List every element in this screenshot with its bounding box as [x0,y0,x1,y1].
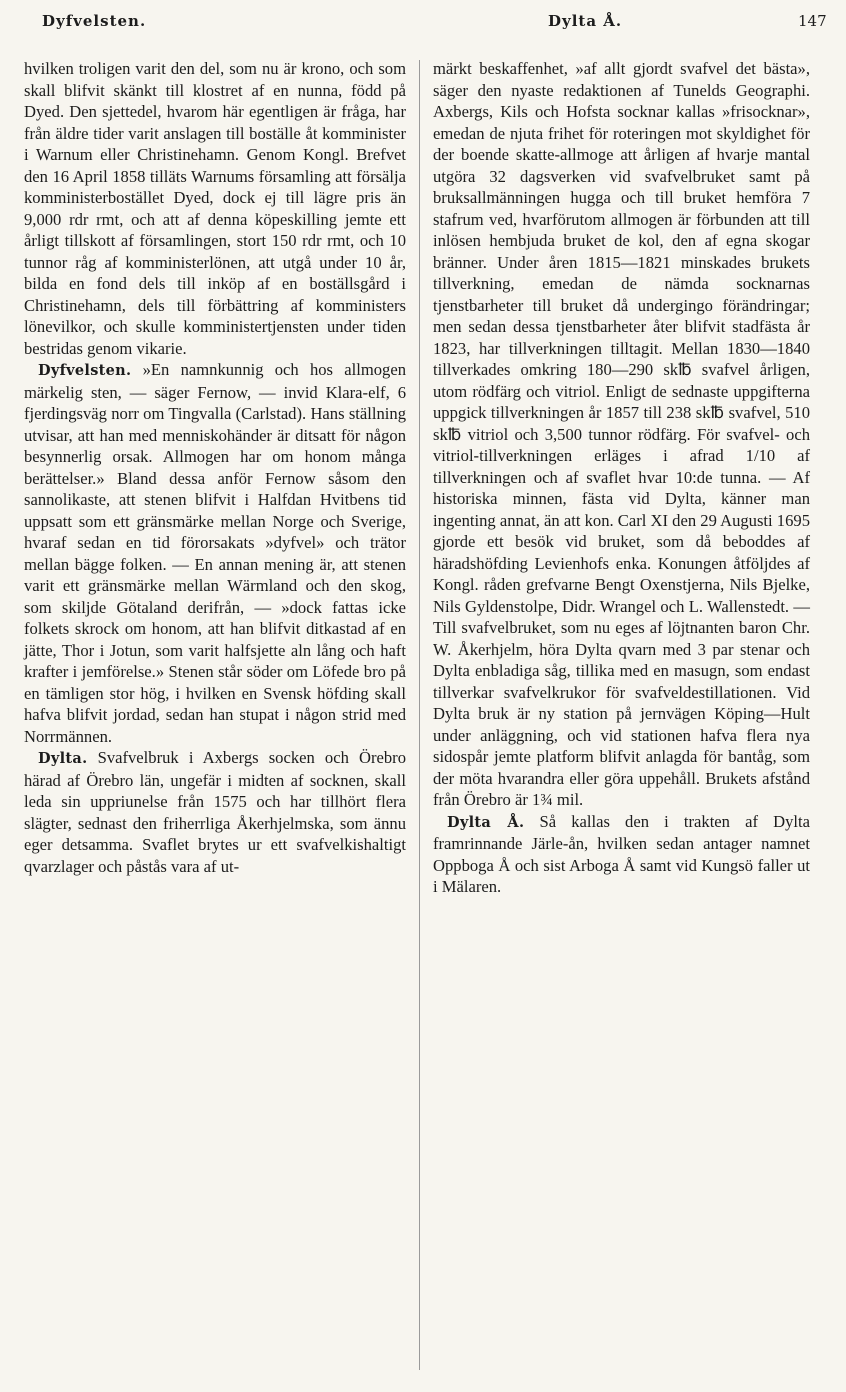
running-title-right: Dylta Å. [548,12,623,30]
entry-headword: Dyfvelsten. [38,362,132,379]
entry-text: »En namnkunnig och hos allmogen märkelig sten, — säger Fernow, — invid Klara-elf, 6 fjerdingsväg norr om Tingvalla (Carlstad). Hans ställning utvisar, att han med menniskohänder är ditsatt för någon besynnerlig orsak. Allmogen har om honom många berättelser.» Bland dessa anför Fernow såsom den sannolikaste, att stenen blifvit i Halfdan Hvitbens tid uppsatt som ett gränsmärke mellan Norge och Sverige, hvaraf sedan en tid förorsakats »dyfvel» och trätor mellan bägge folken. — En annan mening är, att stenen varit ett gränsmärke mellan Wärmland och den skog, som skiljde Götaland derifrån, — »dock fattas icke folkets skrock om honom, att han blifvit ditkastad af en jätte, Thor i Jotun, som varit halfsjette aln lång och haft krafter i jemförelse.» Stenen står söder om Löfede bro på en tämligen stor hög, i hvilken en Svensk höfding skall hafva blifvit jordad, sedan han stupat i någon strid med Norrmännen. [24,360,406,746]
entry-dylta-a [433,811,810,898]
entry-headword: Dylta Å. [447,813,525,831]
running-header [0,12,846,40]
column-divider [419,60,420,1370]
right-column [433,58,810,898]
entry-text: Så kallas den i trakten af Dylta framrinnande Järle-ån, hvilken sedan antager namnet Oppboga Å och sist Arboga Å samt vid Kungsö faller ut i Mälaren. [433,811,810,896]
entry-dylta [24,747,406,877]
page-number: 147 [798,12,827,30]
continued-paragraph: märkt beskaffenhet, »af allt gjordt svafvel det bästa», säger den nyaste redaktionen af Tunelds Geographi. Axbergs, Kils och Hofsta socknar kallas »frisocknar», emedan de njuta frihet för roteringen mot skyldighet för der boende skatte-allmoge att årligen af hvarje mantal utgöra 32 dagsverken vid svafvelbruket samt på bruksallmänningen hugga och till bruket hemföra 7 stafrum ved, hvarförutom allmogen är förbunden att till inlösen hembjuda bruket de kol, den af egna skogar bränner. Under åren 1815—1821 minskades brukets tillverkning, emedan de nämda socknarnas tjenstbarheter till bruket då undergingo förändringar; men sedan dessa tjenstbarheter åter blifvit stadfästa år 1823, har tillverkningen tilltagit. Mellan 1830—1840 tillverkades omkring 180—290 sk℔ svafvel årligen, utom rödfärg och vitriol. Enligt de sednaste uppgifterna uppgick tillverkningen år 1857 till 238 sk℔ svafvel, 510 sk℔ vitriol och 3,500 tunnor rödfärg. För svafvel- och vitriol-tillverkningen erläges i afrad 1/10 af tillverkningen och af svaflet hvar 10:de tunna. — Af historiska minnen, fästa vid Dylta, känner man ingenting annat, än att kon. Carl XI den 29 Augusti 1695 gjorde ett besök vid bruket, som då beboddes af häradshöfding Levienhofs enka. Konungen åtföljdes af Kongl. råden grefvarne Bengt Oxenstjerna, Nils Bjelke, Nils Gyldenstolpe, Didr. Wrangel och L. Wallenstedt. — Till svafvelbruket, som nu eges af löjtnanten baron Chr. W. Åkerhjelm, höra Dylta qvarn med 3 par stenar och Dylta enbladiga såg, tillika med en masugn, som endast tillverkar svafvelkrukor för svafveldestillationen. Vid Dylta bruk är ny station på jernvägen Köping—Hult under anläggning, och vid stationen hafva flera nya sidospår jemte platform blifvit anlagda för bantåg, som der möta hvarandra eller göra uppehåll. Brukets afstånd från Örebro är 1¾ mil. [433,59,810,809]
entry-text: Svafvelbruk i Axbergs socken och Örebro härad af Örebro län, ungefär i midten af socknen, skall leda sin uppriunelse från 1575 och har tillhört flera slägter, sednast den friherrliga Åkerhjelmska, som ännu eger detsamma. Svaflet brytes ur ett svafvelkishaltigt qvarzlager och påstås vara af ut- [24,748,406,876]
continued-paragraph: hvilken troligen varit den del, som nu är krono, och som skall blifvit skänkt till klostret af en nunna, född på Dyed. Den sjettedel, hvarom här egentligen är fråga, har från äldre tider varit anslagen till boställe åt komminister i Warnum eller Christinehamn. Genom Kongl. Brefvet den 16 April 1858 tilläts Warnums församling att försälja komministerbostället Dyed, dock ej till lägre pris än 9,000 rdr rmt, och att af denna köpeskilling jemte ett årligt tillskott af församlingen, stort 150 rdr rmt, och 10 tunnor råg af komministerlönen, att utgå under 10 år, bilda en fond dels till inköp af en boställsgård i Christinehamn, dels till förbättring af komministers lönevilkor, och skulle komministertjensten under tiden bestridas genom vikarie. [24,59,406,358]
left-column [24,58,406,877]
entry-dyfvelsten [24,359,406,747]
entry-headword: Dylta. [38,750,88,767]
running-title-left: Dyfvelsten. [42,12,147,30]
